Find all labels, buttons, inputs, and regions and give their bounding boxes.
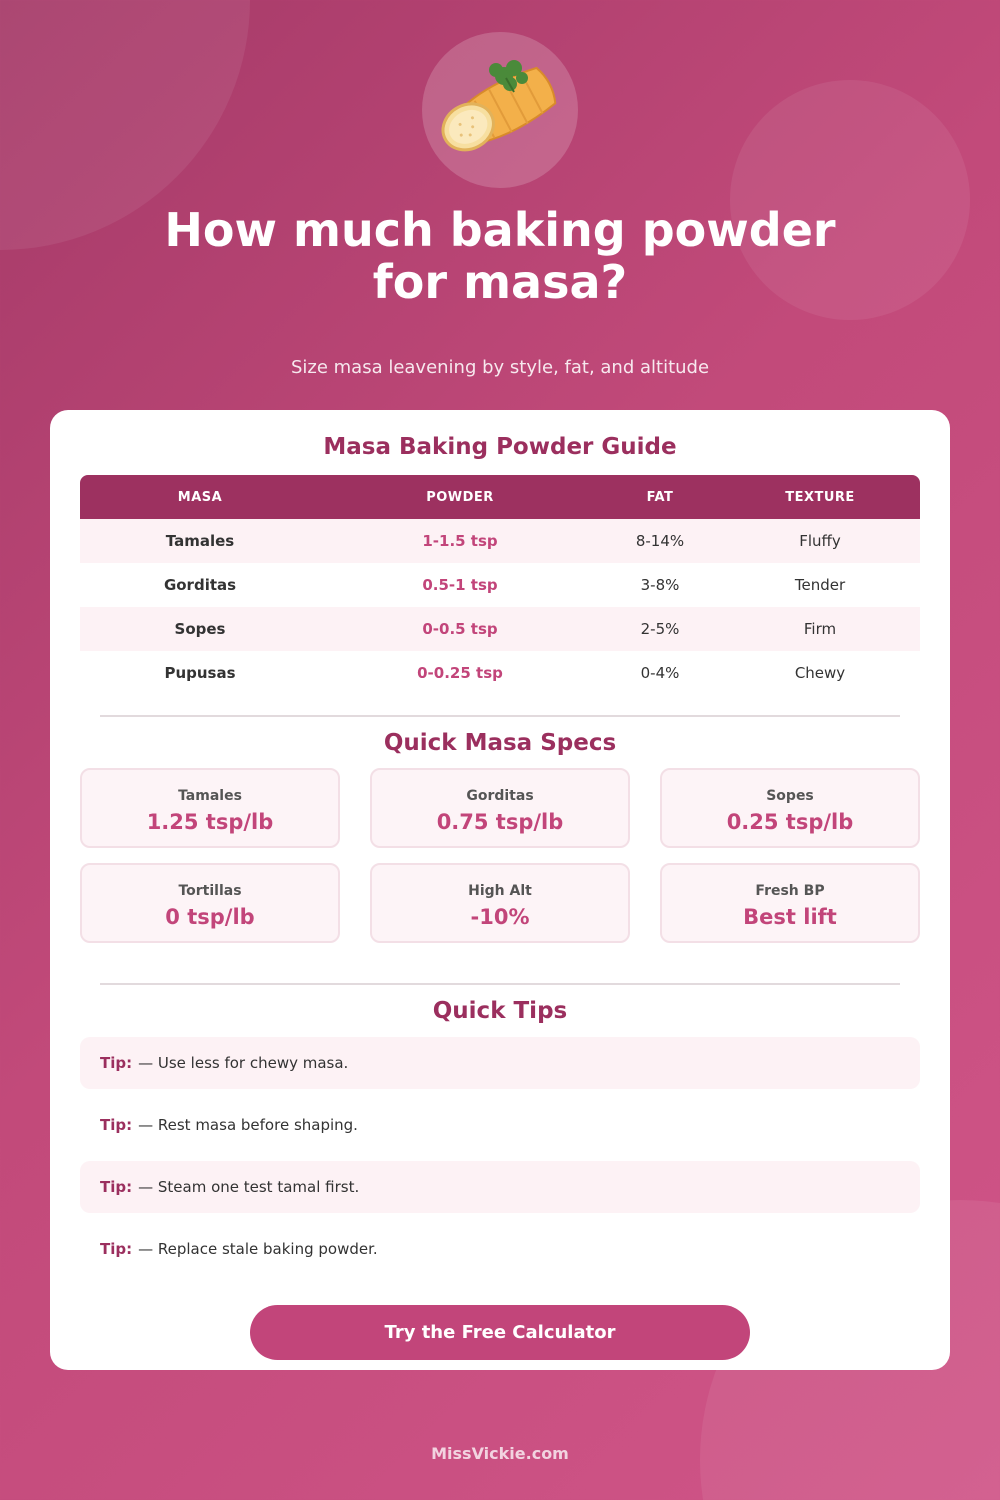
spec-card xyxy=(80,863,340,943)
cell-texture: Tender xyxy=(794,576,846,594)
table-row xyxy=(80,607,920,651)
cell-masa: Tamales xyxy=(165,532,235,550)
spec-card xyxy=(80,768,340,848)
cell-fat: 3-8% xyxy=(640,576,680,594)
cell-powder: 0-0.5 tsp xyxy=(422,620,498,638)
spec-value: 1.25 tsp/lb xyxy=(146,810,274,834)
spec-card xyxy=(660,768,920,848)
tip-label: Tip: xyxy=(100,1178,133,1196)
spec-value: 0.25 tsp/lb xyxy=(726,810,854,834)
hero-icon-badge xyxy=(422,32,578,188)
cell-powder: 0.5-1 tsp xyxy=(422,576,498,594)
tip-item xyxy=(80,1161,920,1213)
powder-guide-table xyxy=(80,475,920,695)
spec-value: -10% xyxy=(470,905,530,929)
try-calculator-button[interactable]: Try the Free Calculator xyxy=(250,1305,750,1360)
spec-label: Sopes xyxy=(766,788,814,804)
table-header xyxy=(80,475,920,519)
table-row xyxy=(80,519,920,563)
page-subtitle: Size masa leavening by style, fat, and altitude xyxy=(290,357,710,378)
column-header-masa: MASA xyxy=(177,489,223,505)
section-divider xyxy=(100,715,900,717)
tip-text: — Use less for chewy masa. xyxy=(138,1054,349,1072)
cell-fat: 0-4% xyxy=(640,664,680,682)
cell-masa: Sopes xyxy=(174,620,226,638)
footer-brand[interactable]: MissVickie.com xyxy=(431,1444,569,1463)
spec-label: Tamales xyxy=(178,788,242,804)
column-header-texture: TEXTURE xyxy=(785,489,855,505)
column-header-fat: FAT xyxy=(646,489,674,505)
cell-texture: Firm xyxy=(803,620,837,638)
spec-label: Fresh BP xyxy=(755,883,825,899)
tip-item xyxy=(80,1037,920,1089)
tip-text: — Replace stale baking powder. xyxy=(138,1240,378,1258)
spec-label: Tortillas xyxy=(178,883,242,899)
cell-fat: 8-14% xyxy=(635,532,685,550)
cell-powder: 1-1.5 tsp xyxy=(422,532,498,550)
page-title: How much baking powder for masa? xyxy=(164,203,836,309)
spec-label: High Alt xyxy=(468,883,532,899)
tamale-icon xyxy=(422,32,578,188)
tip-label: Tip: xyxy=(100,1054,133,1072)
tip-text: — Steam one test tamal first. xyxy=(138,1178,360,1196)
spec-value: 0 tsp/lb xyxy=(165,905,255,929)
specs-title: Quick Masa Specs xyxy=(383,730,617,756)
cell-masa: Pupusas xyxy=(164,664,236,682)
tip-text: — Rest masa before shaping. xyxy=(138,1116,358,1134)
spec-value: Best lift xyxy=(743,905,837,929)
tips-title: Quick Tips xyxy=(432,998,568,1024)
tip-item xyxy=(80,1223,920,1275)
guide-title: Masa Baking Powder Guide xyxy=(323,434,677,460)
spec-card xyxy=(370,863,630,943)
tip-label: Tip: xyxy=(100,1116,133,1134)
tip-label: Tip: xyxy=(100,1240,133,1258)
cell-masa: Gorditas xyxy=(163,576,237,594)
table-row xyxy=(80,563,920,607)
spec-card xyxy=(660,863,920,943)
column-header-powder: POWDER xyxy=(426,489,494,505)
spec-value: 0.75 tsp/lb xyxy=(436,810,564,834)
cell-texture: Chewy xyxy=(794,664,846,682)
cell-texture: Fluffy xyxy=(799,532,841,550)
spec-label: Gorditas xyxy=(466,788,534,804)
table-row xyxy=(80,651,920,695)
tip-item xyxy=(80,1099,920,1151)
cell-powder: 0-0.25 tsp xyxy=(417,664,503,682)
spec-card xyxy=(370,768,630,848)
cell-fat: 2-5% xyxy=(640,620,680,638)
content-card xyxy=(50,410,950,1370)
section-divider xyxy=(100,983,900,985)
